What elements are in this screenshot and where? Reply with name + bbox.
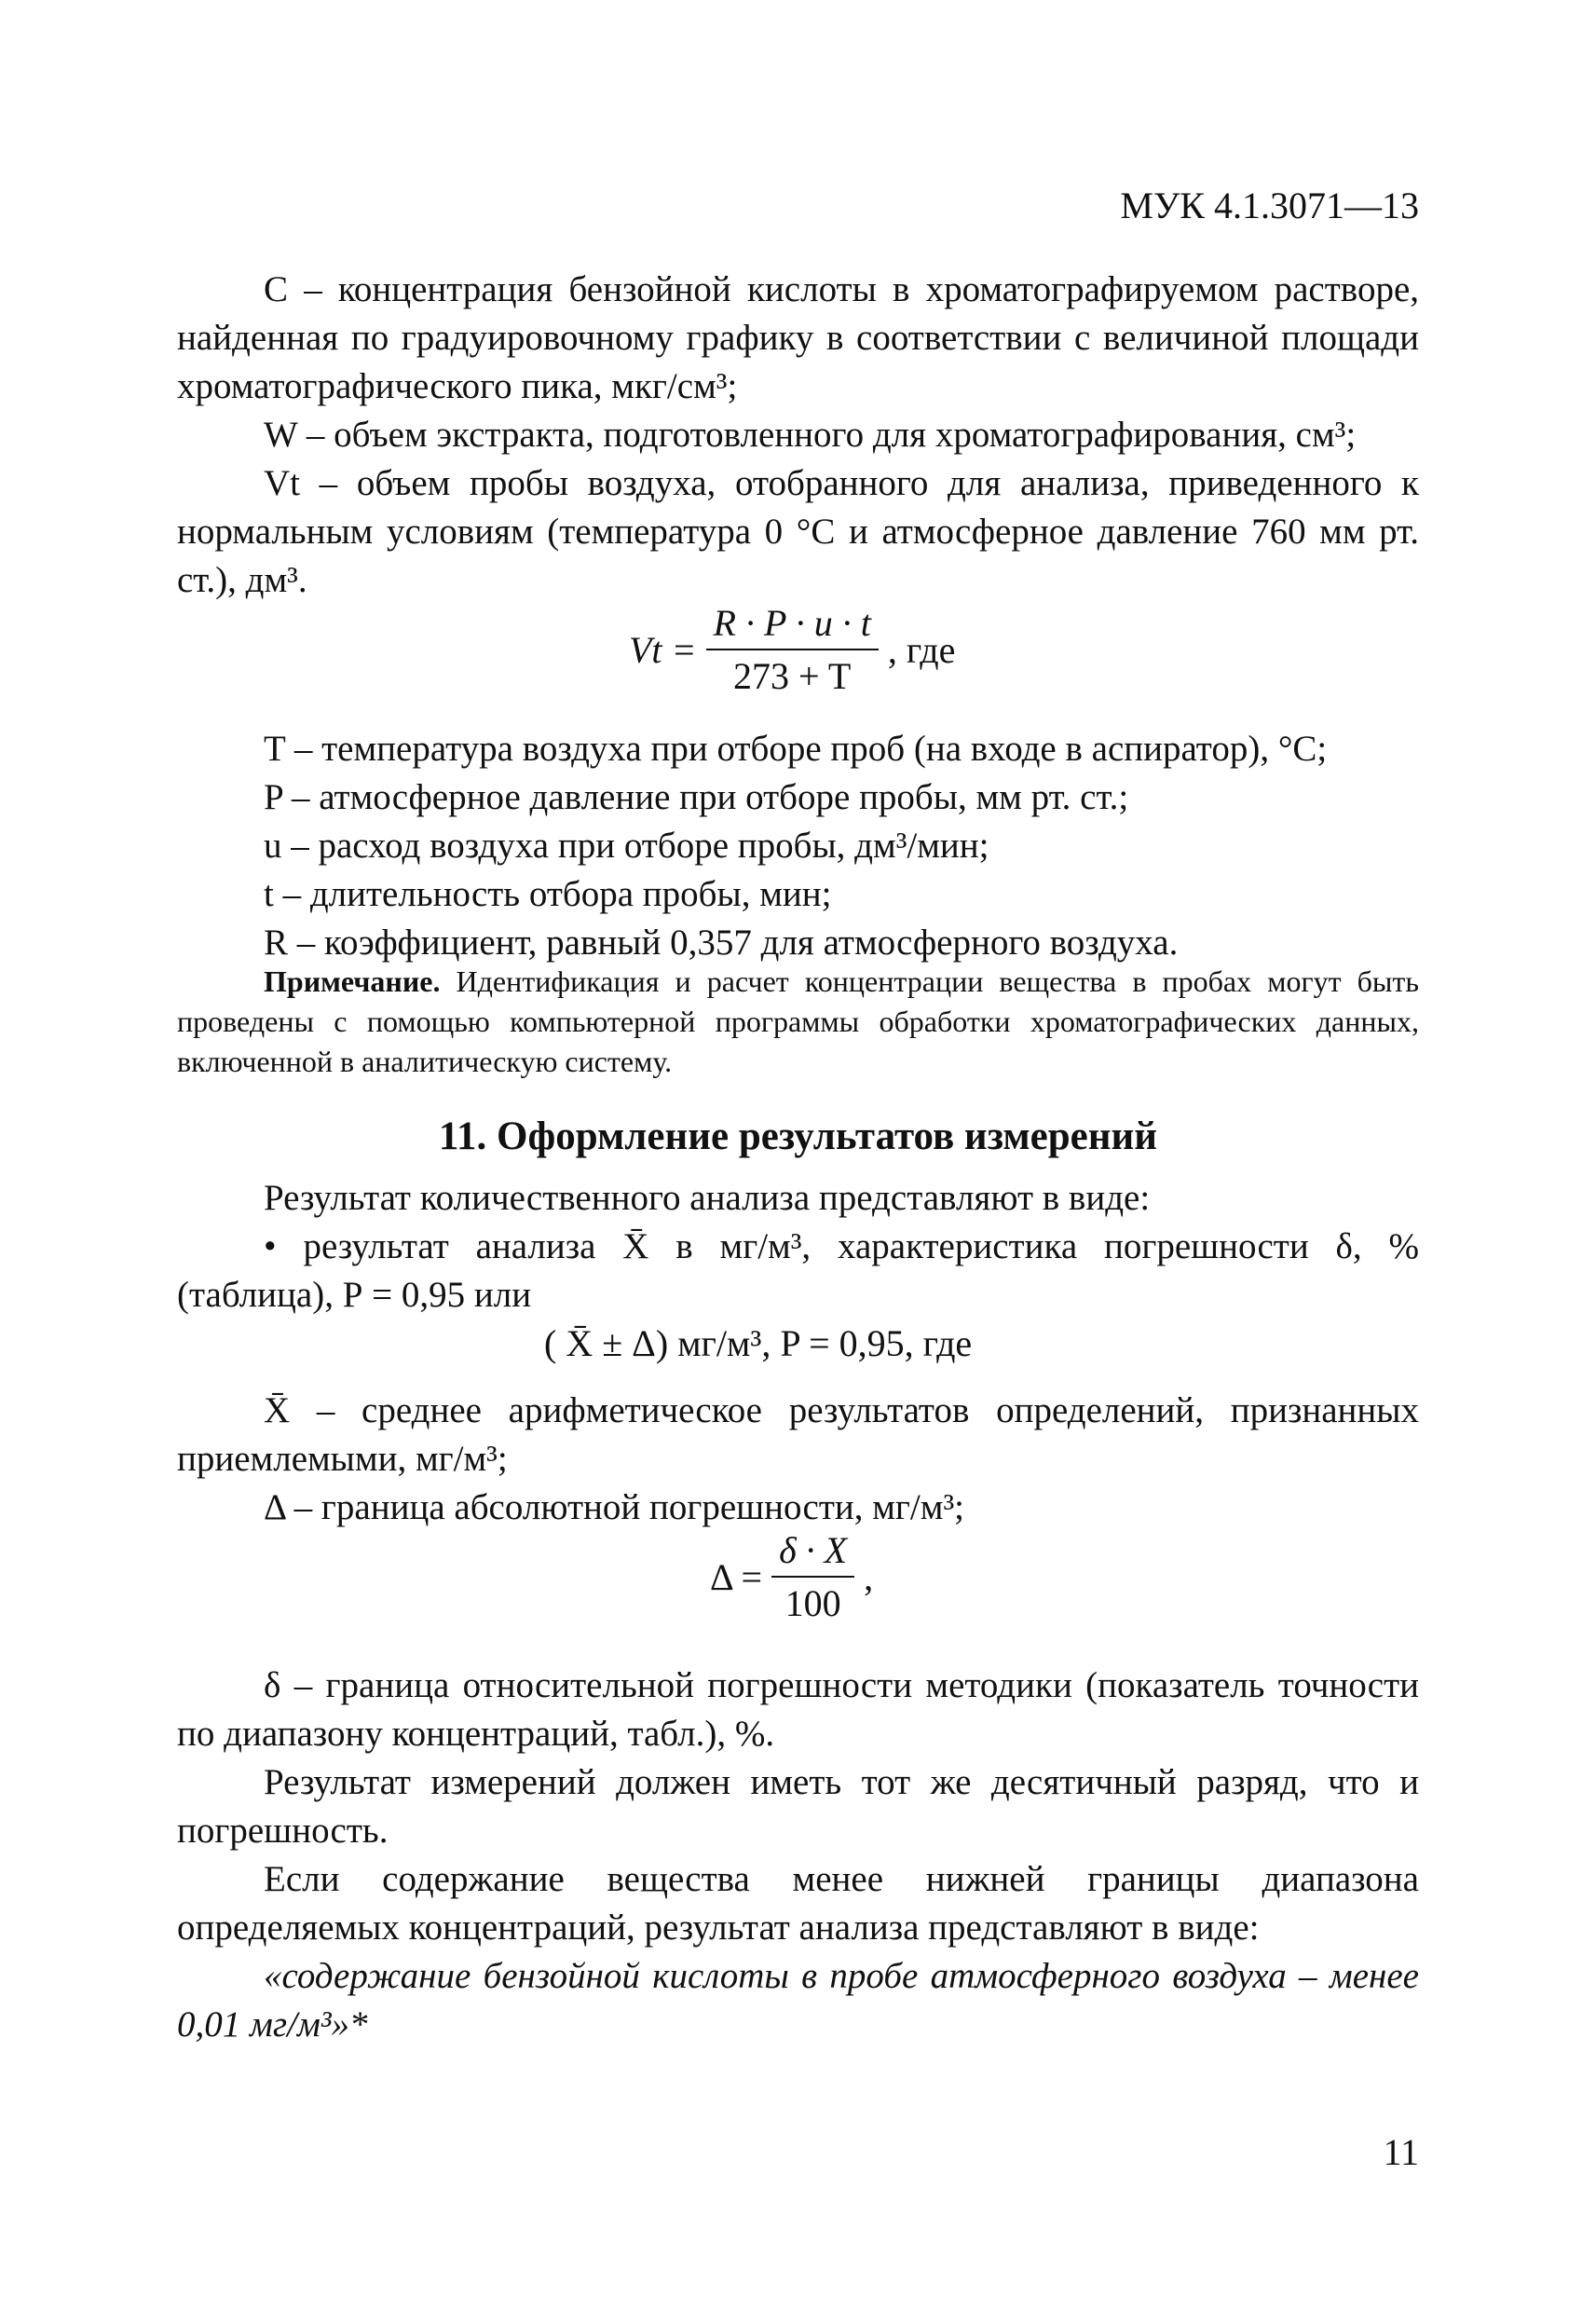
formula-vt-suffix: , где [887,628,956,671]
formula-vt-denominator: 273 + T [733,655,852,697]
t-definition: T – температура воздуха при отборе проб (на входе в аспиратор), °С; [264,729,1328,769]
doc-code-header: МУК 4.1.3071—13 [1120,185,1419,226]
definitions-block-3 [177,1387,1419,1532]
duration-definition: t – длительность отбора пробы, мин; [264,874,832,914]
formula-result-text: ( X̄ ± Δ) мг/м³, P = 0,95, где [544,1322,973,1364]
definitions-block-2 [177,725,1419,967]
formula-result [544,1321,972,1365]
final-block [177,1661,1419,2049]
note-label: Примечание. [264,964,441,998]
r-definition: R – коэффициент, равный 0,357 для атмосферного воздуха. [264,923,1179,963]
formula-delta-lhs: Δ = [710,1555,763,1598]
note-paragraph [177,962,1419,1082]
results-bullet: • результат анализа X̄ в мг/м³, характеристика погрешности δ, % (таблица), Р = 0,95 или [177,1226,1419,1315]
results-intro: Результат количественного анализа представляют в виде: [264,1178,1151,1218]
formula-vt-lhs: Vt = [629,628,697,671]
formula-vt-fraction [706,601,879,698]
delta-definition: Δ – граница абсолютной погрешности, мг/м³; [264,1487,964,1527]
formula-delta-numerator: δ · X [771,1528,854,1578]
formula-vt [629,601,955,698]
c-definition: С – концентрация бензойной кислоты в хроматографируемом растворе, найденная по градуировочному графику в соответствии с величиной площади хроматографического пика, мкг/см³; [177,269,1419,406]
xbar-definition: X̄ – среднее арифметическое результатов определений, признанных приемлемыми, мг/м³; [177,1390,1419,1479]
page-number: 11 [1383,2131,1419,2173]
formula-delta-fraction [771,1528,854,1625]
formula-delta-suffix: , [864,1555,874,1598]
formula-vt-numerator: R · P · u · t [706,601,879,650]
formula-delta-denominator: 100 [784,1582,841,1624]
results-block [177,1174,1419,1320]
w-definition: W – объем экстракта, подготовленного для хроматографирования, см³; [264,415,1357,455]
precision-paragraph: Результат измерений должен иметь тот же десятичный разряд, что и погрешность. [177,1762,1419,1851]
lower-limit-paragraph: Если содержание вещества менее нижней границы диапазона определяемых концентраций, результат анализа представляют в виде: [177,1859,1419,1948]
p-definition: P – атмосферное давление при отборе пробы, мм рт. ст.; [264,777,1129,817]
vt-definition: Vt – объем пробы воздуха, отобранного для анализа, приведенного к нормальным условиям (температура 0 °С и атмосферное давление 760 мм рт. ст.), дм³. [177,463,1419,600]
formula-delta [710,1528,873,1625]
definitions-block-1 [177,266,1419,605]
note-text: Идентификация и расчет концентрации вещества в пробах могут быть проведены с помощью компьютерной программы обработки хроматографических данных, включенной в аналитическую систему. [177,964,1419,1078]
lower-limit-quote: «содержание бензойной кислоты в пробе атмосферного воздуха – менее 0,01 мг/м³»* [177,1956,1419,2044]
note-block [177,962,1419,1082]
relative-error-definition: δ – граница относительной погрешности методики (показатель точности по диапазону концентраций, табл.), %. [177,1665,1419,1754]
u-definition: u – расход воздуха при отборе пробы, дм³/мин; [264,826,989,866]
section-heading: 11. Оформление результатов измерений [438,1114,1158,1158]
